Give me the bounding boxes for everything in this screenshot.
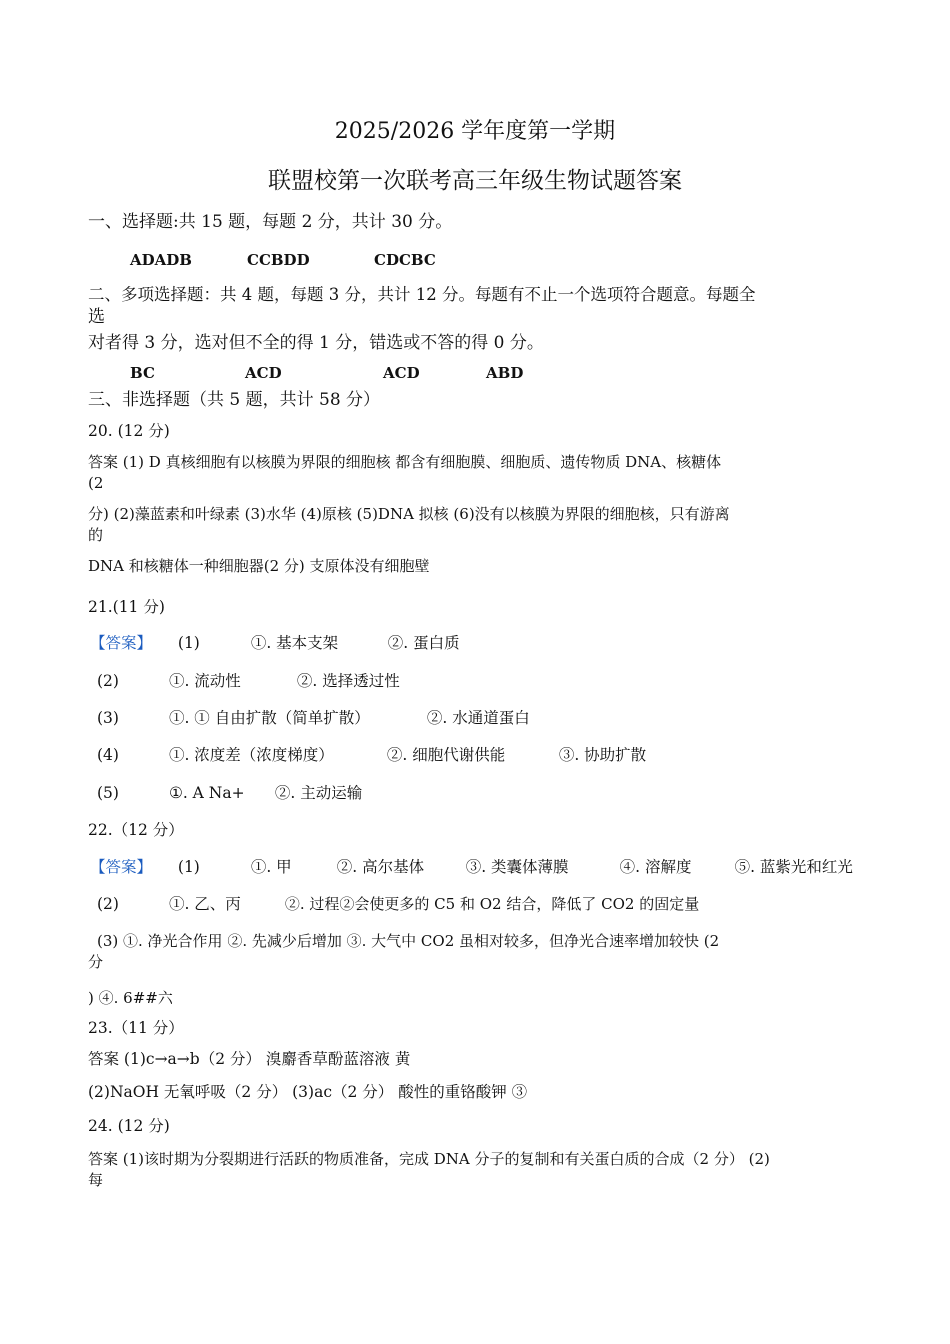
q22-row2-item2: ②. 过程②会使更多的 C5 和 O2 结合，降低了 CO2 的固定量 (284, 895, 700, 913)
q24-line1: 答案 (1)该时期为分裂期进行活跃的物质准备，完成 DNA 分子的复制和有关蛋白质的合成（2 分） (2) (88, 1150, 770, 1168)
q21-answer-tag: 【答案】 (90, 634, 153, 652)
q21-row4-item2: ②. 细胞代谢供能 (386, 746, 506, 764)
q24-title: 24. (12 分) (88, 1117, 170, 1135)
section1-answer-group-1: ADADB (130, 251, 192, 269)
q22-row1 (90, 858, 862, 877)
q21-row3-item1: ①. ① 自由扩散（简单扩散） (168, 709, 370, 727)
document-title-term: 2025/2026 学年度第一学期 (334, 119, 616, 144)
q22-row1-item5: ⑤. 蓝紫光和红光 (734, 858, 853, 876)
q22-row1-item3: ③. 类囊体薄膜 (465, 858, 569, 876)
q24-line1-wrap: 每 (88, 1171, 104, 1189)
q22-row1-num: (1) (177, 858, 200, 876)
q23-title: 23.（11 分） (88, 1019, 184, 1037)
q22-row1-item4: ④. 溶解度 (619, 858, 692, 876)
q22-row3: (3) ①. 净光合作用 ②. 先减少后增加 ③. 大气中 CO2 虽相对较多，但净光合速率增加较快 (2 (97, 932, 720, 950)
q21-row4 (97, 746, 862, 765)
q21-row2-item2: ②. 选择透过性 (296, 672, 400, 690)
q21-row3-num: (3) (97, 709, 119, 727)
section1-heading: 一、选择题:共 15 题，每题 2 分，共计 30 分。 (88, 212, 453, 232)
q21-row4-item1: ①. 浓度差（浓度梯度） (168, 746, 334, 764)
q21-row5 (97, 784, 862, 803)
q20-line2: 分) (2)藻蓝素和叶绿素 (3)水华 (4)原核 (5)DNA 拟核 (6)没有以核膜为界限的细胞核，只有游离 (88, 505, 730, 523)
q23-line2: (2)NaOH 无氧呼吸（2 分） (3)ac（2 分） 酸性的重铬酸钾 ③ (88, 1083, 528, 1101)
q22-title: 22.（12 分） (88, 821, 184, 839)
q21-row4-item3: ③. 协助扩散 (558, 746, 647, 764)
q21-row5-num: (5) (97, 784, 119, 802)
section2-answer-16: BC (130, 364, 155, 382)
q22-row1-item1: ①. 甲 (250, 858, 292, 876)
section2-heading-line2: 选 (88, 307, 105, 327)
q21-row1-item2: ②. 蛋白质 (387, 634, 460, 652)
document-title-main: 联盟校第一次联考高三年级生物试题答案 (268, 168, 682, 194)
q21-row3-item2: ②. 水通道蛋白 (426, 709, 530, 727)
q21-row1-num: (1) (177, 634, 200, 652)
q21-row2 (97, 672, 862, 691)
q21-row2-item1: ①. 流动性 (168, 672, 241, 690)
q22-row2 (97, 895, 862, 914)
q22-row2-item1: ①. 乙、丙 (168, 895, 241, 913)
q21-row4-num: (4) (97, 746, 119, 764)
section2-heading-line3: 对者得 3 分，选对但不全的得 1 分，错选或不答的得 0 分。 (88, 333, 544, 353)
section2-answer-18: ACD (383, 364, 420, 382)
q22-answer-tag: 【答案】 (90, 858, 153, 876)
q22-row4: ) ④. 6##六 (88, 989, 173, 1007)
q21-row5-item2: ②. 主动运输 (274, 784, 363, 802)
q20-line3: DNA 和核糖体一种细胞器(2 分) 支原体没有细胞壁 (88, 557, 430, 575)
section2-heading-line1: 二、多项选择题：共 4 题，每题 3 分，共计 12 分。每题有不止一个选项符合题意。每题全 (88, 285, 756, 304)
q22-row2-num: (2) (97, 895, 119, 913)
q20-title: 20. (12 分) (88, 422, 170, 440)
q23-line1: 答案 (1)c→a→b（2 分） 溴麝香草酚蓝溶液 黄 (88, 1050, 411, 1068)
q21-row3 (97, 709, 862, 728)
q21-title: 21.(11 分) (88, 598, 165, 616)
q21-row1-item1: ①. 基本支架 (250, 634, 339, 652)
q20-line1-wrap: (2 (88, 474, 104, 492)
q20-line2-wrap: 的 (88, 526, 104, 544)
section2-answer-19: ABD (486, 364, 524, 382)
q22-row3-wrap: 分 (88, 953, 104, 971)
q21-row1 (90, 634, 862, 653)
q20-line1: 答案 (1) D 真核细胞有以核膜为界限的细胞核 都含有细胞膜、细胞质、遗传物质 DNA、核糖体 (88, 453, 722, 471)
q21-row5-item1: ①. A Na+ (168, 784, 245, 802)
section3-heading: 三、非选择题（共 5 题，共计 58 分） (88, 390, 381, 410)
section2-answer-17: ACD (245, 364, 282, 382)
section1-answer-group-2: CCBDD (247, 251, 310, 269)
section1-answer-group-3: CDCBC (374, 251, 436, 269)
q22-row1-item2: ②. 高尔基体 (336, 858, 425, 876)
q21-row2-num: (2) (97, 672, 119, 690)
